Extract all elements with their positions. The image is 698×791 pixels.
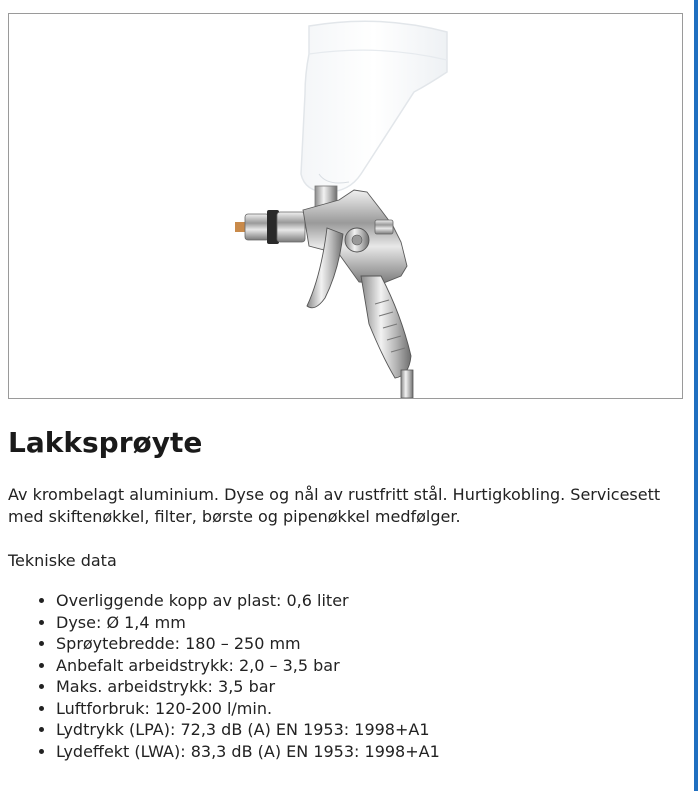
spec-item: • Anbefalt arbeidstrykk: 2,0 – 3,5 bar (56, 655, 678, 677)
spec-item: • Luftforbruk: 120-200 l/min. (56, 698, 678, 720)
product-title: Lakksprøyte (8, 426, 203, 459)
product-image (8, 13, 683, 399)
spec-item: • Sprøytebredde: 180 – 250 mm (56, 633, 678, 655)
tech-data-heading: Tekniske data (8, 551, 117, 570)
spec-list (8, 590, 678, 762)
product-details (8, 423, 678, 762)
product-description: Av krombelagt aluminium. Dyse og nål av rustfritt stål. Hurtigkobling. Servicesett med skiftenøkkel, filter, børste og pipenøkkel medfølger. (8, 485, 661, 526)
spec-item: • Maks. arbeidstrykk: 3,5 bar (56, 676, 678, 698)
scrollbar-edge (694, 0, 698, 791)
spray-gun-icon (9, 14, 682, 398)
spec-item: • Overliggende kopp av plast: 0,6 liter (56, 590, 678, 612)
spec-item: • Dyse: Ø 1,4 mm (56, 612, 678, 634)
spec-item: • Lydtrykk (LPA): 72,3 dB (A) EN 1953: 1998+A1 (56, 719, 678, 741)
spec-item: • Lydeffekt (LWA): 83,3 dB (A) EN 1953: 1998+A1 (56, 741, 678, 763)
